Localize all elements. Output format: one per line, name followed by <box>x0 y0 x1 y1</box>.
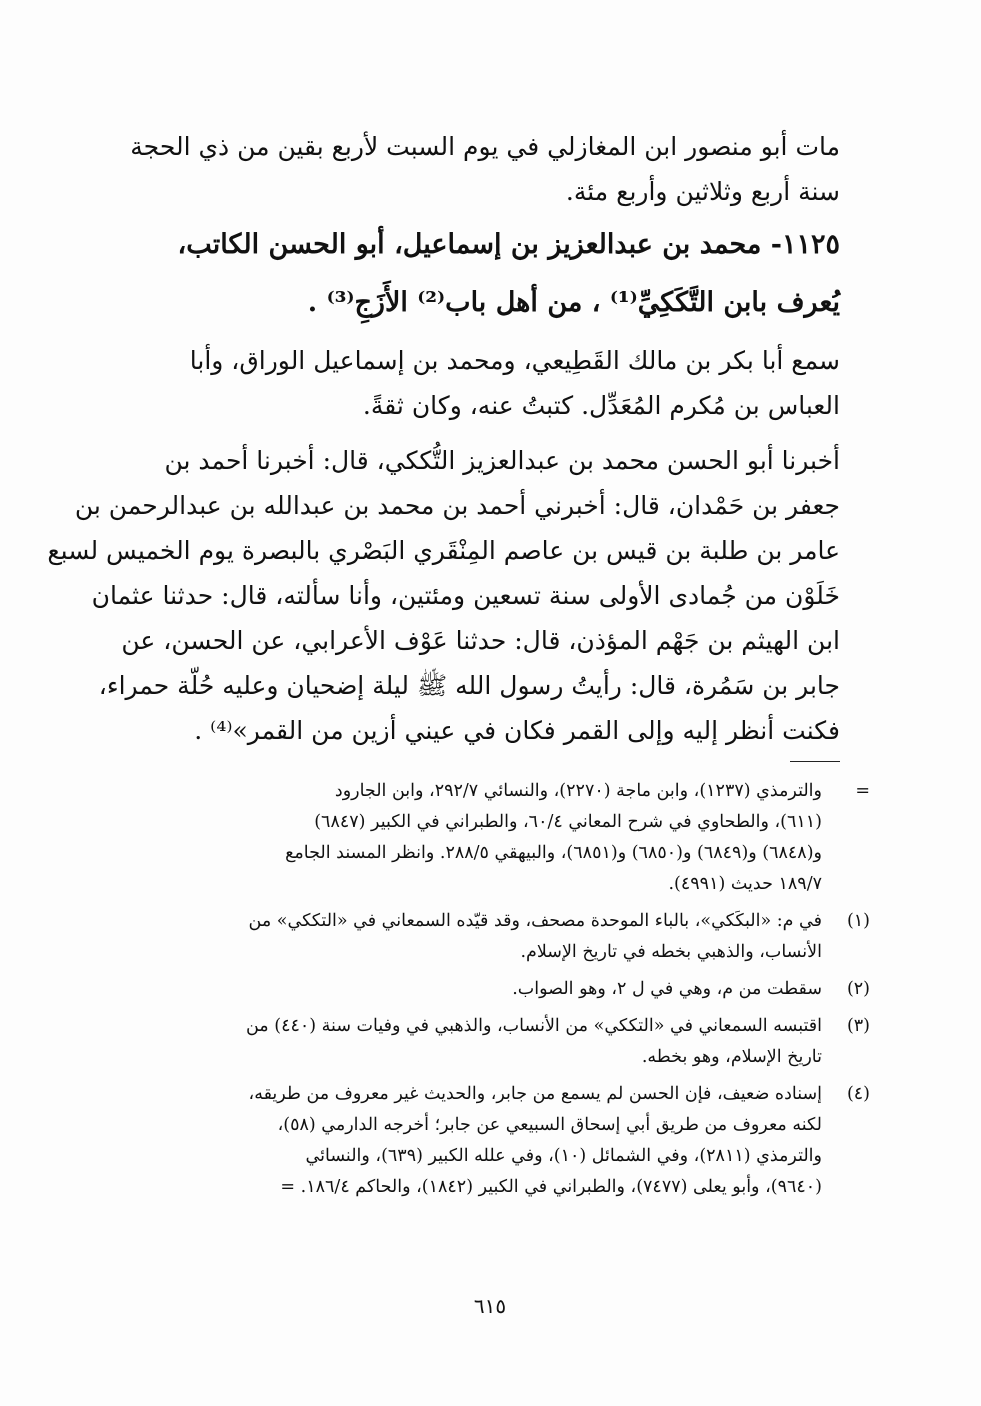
footnote-4 <box>140 1079 870 1203</box>
intro-paragraph <box>130 124 840 214</box>
footnote-marker: (٢) <box>846 979 870 999</box>
footnote-line: (٩٦٤٠)، وأبو يعلى (٧٤٧٧)، والطبراني في الكبير (١٨٤٢)، والحاكم ١٨٦/٤. = <box>280 1177 822 1197</box>
footnote-line: (٦١١)، والطحاوي في شرح المعاني ٦٠/٤، والطبراني في الكبير (٦٨٤٧) <box>314 812 822 832</box>
entry-heading-line: يُعرف بابن التَّكَكِيِّ⁽¹⁾ ، من أهل باب⁽²⁾ الأَزَجِ⁽³⁾ . <box>307 287 840 318</box>
footnote-marker: = <box>855 781 870 801</box>
intro-line: سنة أربع وثلاثين وأربع مئة. <box>565 177 840 206</box>
paragraph-line: خَلَوْن من جُمادى الأولى سنة تسعين ومئتين، وأنا سألته، قال: حدثنا عثمان <box>91 581 840 610</box>
footnote-line: و(٦٨٤٨) و(٦٨٤٩) و(٦٨٥٠) و(٦٨٥١)، والبيهقي ٢٨٨/٥. وانظر المسند الجامع <box>285 843 822 863</box>
footnote-marker: (١) <box>846 911 870 931</box>
paragraph-line: سمع أبا بكر بن مالك القَطِيعي، ومحمد بن إسماعيل الوراق، وأبا <box>189 346 840 375</box>
footnote-marker: (٣) <box>846 1016 870 1036</box>
footnote-line: والترمذي (١٢٣٧)، وابن ماجة (٢٢٧٠)، والنسائي ٢٩٢/٧، وابن الجارود <box>334 781 822 801</box>
entry-paragraph-teachers <box>140 338 840 428</box>
paragraph-line: جعفر بن حَمْدان، قال: أخبرني أحمد بن محمد بن عبدالله بن عبدالرحمن بن <box>74 491 840 520</box>
paragraph-line: جابر بن سَمُرة، قال: رأيتُ رسول الله ﷺ ليلة إضحيان وعليه حُلّة حمراء، <box>98 671 840 700</box>
footnote-1 <box>140 906 870 968</box>
footnote-2 <box>140 974 870 1005</box>
footnote-line: والترمذي (٢٨١١)، وفي الشمائل (١٠)، وفي علله الكبير (٦٣٩)، والنسائي <box>305 1146 822 1166</box>
paragraph-line: عامر بن طلبة بن قيس بن عاصم المِنْقَري البَصْري بالبصرة يوم الخميس لسبع <box>47 536 840 565</box>
paragraph-line: العباس بن مُكرم المُعَدِّل. كتبتُ عنه، وكان ثقةً. <box>362 391 840 420</box>
page-number: ٦١٥ <box>473 1294 507 1318</box>
entry-paragraph-hadith <box>47 438 840 753</box>
entry-heading <box>140 216 840 332</box>
footnote-3 <box>140 1011 870 1073</box>
footnote-line: إسناده ضعيف، فإن الحسن لم يسمع من جابر، والحديث غير معروف من طريقه، <box>248 1084 822 1104</box>
footnote-line: في م: «البكَكي»، بالباء الموحدة مصحف، وقد قيّده السمعاني في «التككي» من <box>248 911 822 931</box>
footnote-line: لكنه معروف من طريق أبي إسحاق السبيعي عن جابر؛ أخرجه الدارمي (٥٨)، <box>277 1115 822 1135</box>
footnote-line: الأنساب، والذهبي بخطه في تاريخ الإسلام. <box>520 942 822 962</box>
footnote-line: اقتبسه السمعاني في «التككي» من الأنساب، والذهبي في وفيات سنة (٤٤٠) من <box>245 1016 822 1036</box>
footnote-marker: (٤) <box>846 1084 870 1104</box>
paragraph-line: ابن الهيثم بن جَهْم المؤذن، قال: حدثنا عَوْف الأعرابي، عن الحسن، عن <box>121 626 840 655</box>
paragraph-line: فكنت أنظر إليه وإلى القمر فكان في عيني أزين من القمر»⁽⁴⁾ . <box>194 716 840 745</box>
footnote-line: تاريخ الإسلام، وهو بخطه. <box>641 1047 822 1067</box>
footnote-continued <box>140 776 870 900</box>
intro-line: مات أبو منصور ابن المغازلي في يوم السبت لأربع بقين من ذي الحجة <box>130 132 840 161</box>
footnotes <box>140 776 870 1209</box>
paragraph-line: أخبرنا أبو الحسن محمد بن عبدالعزيز التُّككي، قال: أخبرنا أحمد بن <box>164 446 840 475</box>
entry-heading-line: ١١٢٥- محمد بن عبدالعزيز بن إسماعيل، أبو الحسن الكاتب، <box>177 229 840 260</box>
footnote-line: ١٨٩/٧ حديث (٤٩٩١). <box>668 874 822 894</box>
footnote-divider <box>790 761 840 762</box>
footnote-line: سقطت من م، وهي في ل ٢، وهو الصواب. <box>512 979 822 999</box>
